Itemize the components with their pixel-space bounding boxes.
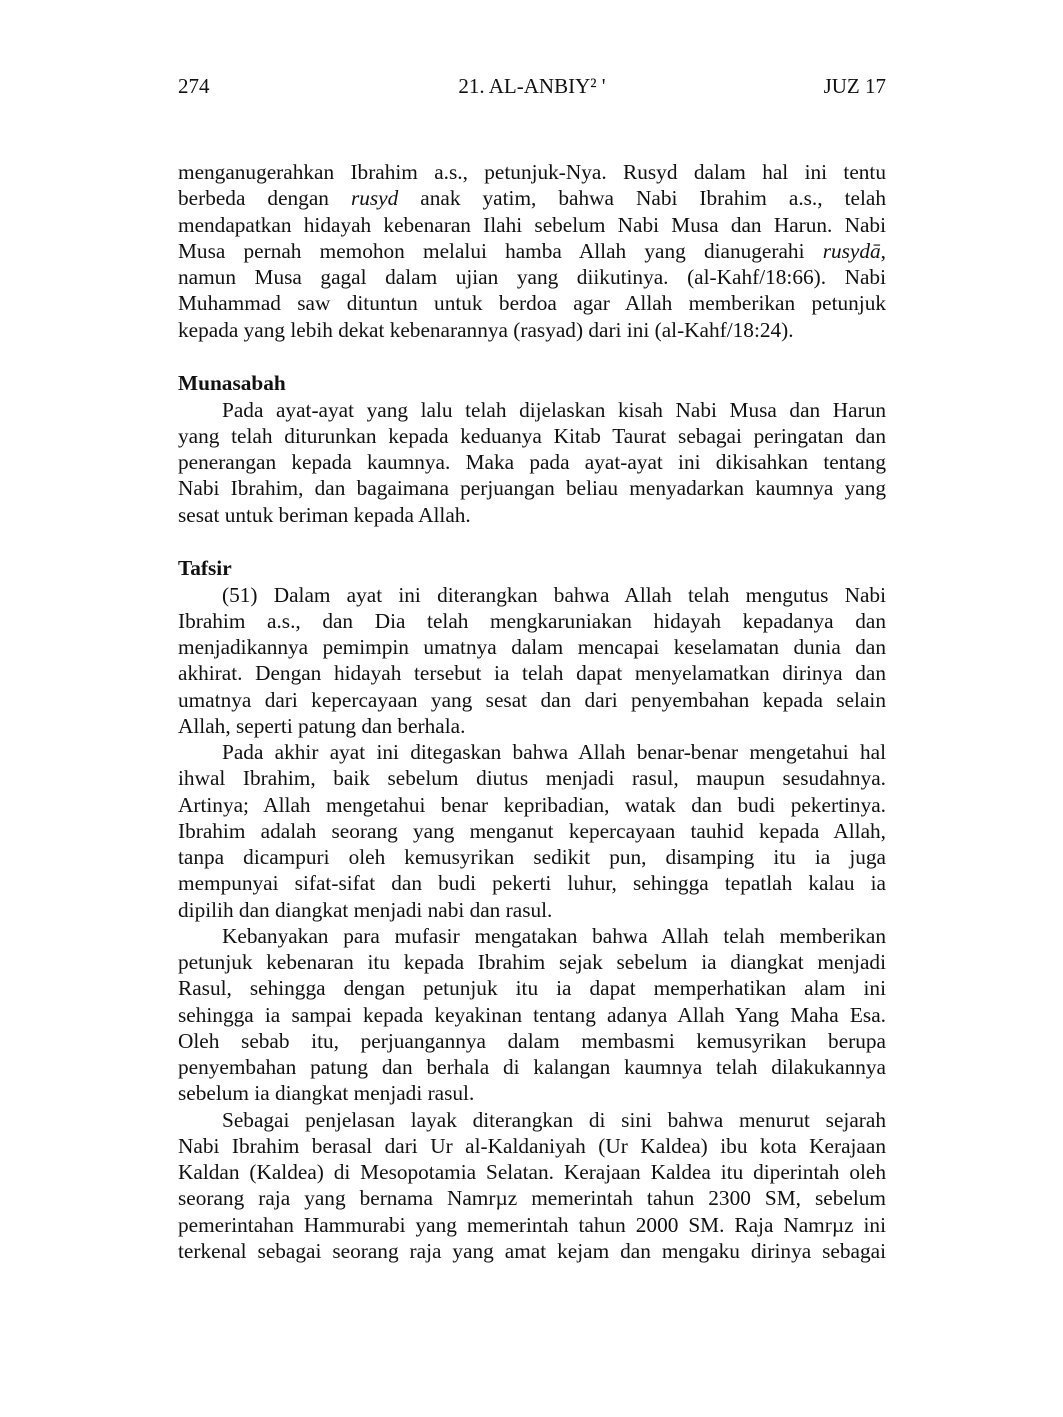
text-run: Artinya; Allah mengetahui benar kepribadian, watak dan budi pekertinya. <box>178 792 886 817</box>
text-line <box>178 870 886 896</box>
text-run: sehingga ia sampai kepada keyakinan tentang adanya Allah Yang Maha Esa. <box>178 1002 886 1027</box>
text-run: menjadikannya pemimpin umatnya dalam mencapai keselamatan dunia dan <box>178 635 886 659</box>
text-run: Ibrahim adalah seorang yang menganut kepercayaan tauhid kepada Allah, <box>178 818 886 843</box>
text-run: Munasabah <box>178 371 286 396</box>
text-line <box>178 238 886 264</box>
text-run: petunjuk kebenaran itu kepada Ibrahim sejak sebelum ia diangkat menjadi <box>178 950 886 974</box>
text-run: Oleh sebab itu, perjuangannya dalam membasmi kemusyrikan berupa <box>178 1028 886 1053</box>
text-line <box>178 660 886 686</box>
text-line <box>178 1054 886 1080</box>
text-run: sebelum ia diangkat menjadi rasul. <box>178 1081 475 1106</box>
text-run: ihwal Ibrahim, baik sebelum diutus menjadi rasul, maupun sesudahnya. <box>178 766 886 791</box>
text-run: Tafsir <box>178 556 232 581</box>
surah-title: 21. AL-ANBIY² ' <box>458 74 606 98</box>
text-run: menganugerahkan Ibrahim a.s., petunjuk-Nya. Rusyd dalam hal ini tentu <box>178 160 886 184</box>
text-line <box>178 818 886 844</box>
text-line <box>178 687 886 713</box>
text-run: Nabi Ibrahim, dan bagaimana perjuangan beliau menyadarkan kaumnya yang <box>178 476 886 501</box>
text-line <box>178 1133 886 1159</box>
page-number: 274 <box>178 74 210 98</box>
text-run: penerangan kepada kaumnya. Maka pada ayat-ayat ini dikisahkan tentang <box>178 450 886 474</box>
text-line <box>178 844 886 870</box>
text-run: pemerintahan Hammurabi yang memerintah tahun 2000 SM. Raja Namrµz ini <box>178 1212 886 1237</box>
text-line <box>178 608 886 634</box>
text-line <box>178 449 886 475</box>
text-line <box>178 1185 886 1211</box>
spacer <box>178 528 886 556</box>
text-run: anak yatim, bahwa Nabi Ibrahim a.s., telah <box>398 186 886 211</box>
text-run: namun Musa gagal dalam ujian yang diikutinya. (al-Kahf/18:66). Nabi <box>178 265 886 289</box>
text-run: terkenal sebagai seorang raja yang amat kejam dan mengaku dirinya sebagai <box>178 1238 886 1263</box>
juz-label: JUZ 17 <box>823 74 886 98</box>
text-line <box>178 264 886 290</box>
text-run: berbeda dengan <box>178 186 351 211</box>
text-line <box>178 1212 886 1238</box>
text-run: Ibrahim a.s., dan Dia telah mengkaruniakan hidayah kepadanya dan <box>178 608 886 633</box>
text-line <box>178 765 886 791</box>
italic-term: rusyd <box>350 186 399 211</box>
text-run: Sebagai penjelasan layak diterangkan di sini bahwa menurut sejarah <box>222 1107 886 1132</box>
text-run: Nabi Ibrahim berasal dari Ur al-Kaldaniyah (Ur Kaldea) ibu kota Kerajaan <box>178 1133 886 1158</box>
body-text <box>178 159 886 1264</box>
text-run: tanpa dicampuri oleh kemusyrikan sedikit pun, disamping itu ia juga <box>178 845 886 869</box>
text-run: Pada ayat-ayat yang lalu telah dijelaskan kisah Nabi Musa dan Harun <box>222 397 886 422</box>
text-run: Muhammad saw dituntun untuk berdoa agar Allah memberikan petunjuk <box>178 291 886 316</box>
text-line <box>178 975 886 1001</box>
text-run: Kebanyakan para mufasir mengatakan bahwa Allah telah memberikan <box>222 923 886 948</box>
text-run: umatnya dari kepercayaan yang sesat dan dari penyembahan kepada selain <box>178 687 886 712</box>
text-run: dipilih dan diangkat menjadi nabi dan rasul. <box>178 897 553 922</box>
text-line <box>178 1238 886 1264</box>
text-run: mendapatkan hidayah kebenaran Ilahi sebelum Nabi Musa dan Harun. Nabi <box>178 212 886 237</box>
text-line <box>178 634 886 660</box>
text-run: yang telah diturunkan kepada keduanya Kitab Taurat sebagai peringatan dan <box>178 423 886 448</box>
text-line <box>178 582 886 608</box>
section-heading <box>178 555 886 581</box>
text-line <box>178 185 886 211</box>
text-run: Rasul, sehingga dengan petunjuk itu ia dapat memperhatikan alam ini <box>178 976 886 1001</box>
spacer <box>178 343 886 371</box>
running-header <box>178 74 886 100</box>
text-line <box>178 1028 886 1054</box>
text-line <box>178 1159 886 1185</box>
text-line <box>178 159 886 185</box>
text-line <box>178 423 886 449</box>
text-line <box>178 949 886 975</box>
text-run: Musa pernah memohon melalui hamba Allah yang dianugerahi <box>178 238 823 263</box>
text-run: mempunyai sifat-sifat dan budi pekerti luhur, sehingga tepatlah kalau ia <box>178 871 886 896</box>
text-line <box>178 1107 886 1133</box>
text-run: , <box>880 238 886 263</box>
text-run: Pada akhir ayat ini ditegaskan bahwa Allah benar-benar mengetahui hal <box>222 740 886 764</box>
text-line <box>178 317 886 343</box>
text-line <box>178 290 886 316</box>
text-line <box>178 475 886 501</box>
text-line <box>178 502 886 528</box>
text-run: (51) Dalam ayat ini diterangkan bahwa Allah telah mengutus Nabi <box>222 582 886 607</box>
text-run: seorang raja yang bernama Namrµz memerintah tahun 2300 SM, sebelum <box>178 1186 886 1211</box>
text-run: kepada yang lebih dekat kebenarannya (rasyad) dari ini (al-Kahf/18:24). <box>178 317 794 342</box>
text-run: sesat untuk beriman kepada Allah. <box>178 502 471 527</box>
text-run: Allah, seperti patung dan berhala. <box>178 713 466 738</box>
text-run: akhirat. Dengan hidayah tersebut ia telah dapat menyelamatkan dirinya dan <box>178 661 886 686</box>
text-line <box>178 1080 886 1106</box>
text-line <box>178 397 886 423</box>
text-line <box>178 923 886 949</box>
text-run: Kaldan (Kaldea) di Mesopotamia Selatan. Kerajaan Kaldea itu diperintah oleh <box>178 1160 886 1184</box>
text-line <box>178 739 886 765</box>
text-line <box>178 1002 886 1028</box>
text-line <box>178 897 886 923</box>
section-heading <box>178 370 886 396</box>
text-run: penyembahan patung dan berhala di kalangan kaumnya telah dilakukannya <box>178 1055 886 1079</box>
text-line <box>178 713 886 739</box>
text-line <box>178 792 886 818</box>
text-line <box>178 212 886 238</box>
italic-term: rusydā <box>822 238 881 263</box>
